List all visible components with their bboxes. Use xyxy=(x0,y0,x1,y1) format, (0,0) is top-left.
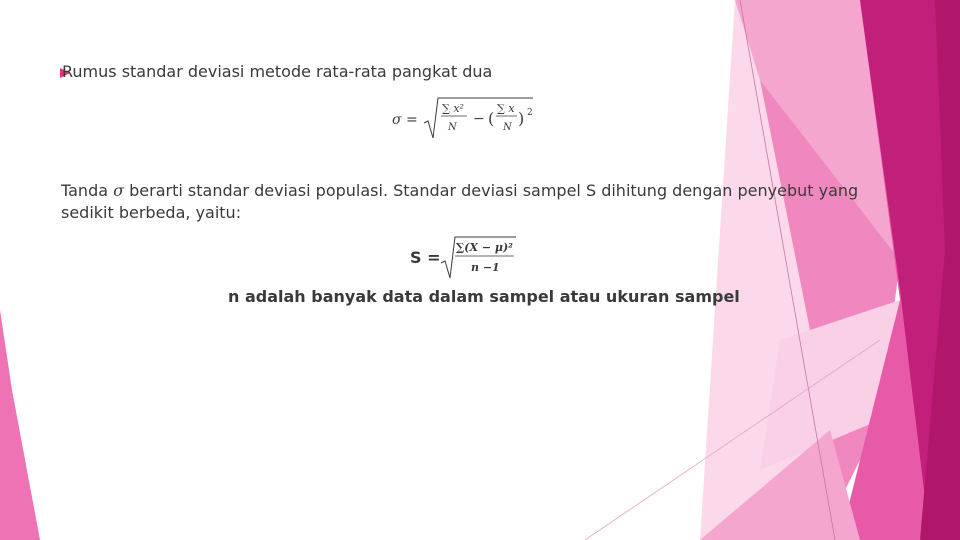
exponent: 2 xyxy=(527,108,533,118)
formula-lhs: σ = xyxy=(392,112,418,128)
close-paren: ) xyxy=(518,109,525,128)
slide-heading: Rumus standar deviasi metode rata-rata pangkat dua xyxy=(62,62,493,81)
sigma-symbol: σ xyxy=(113,181,125,200)
sum2-denominator: N xyxy=(503,122,512,133)
sample-denominator: n −1 xyxy=(471,261,500,274)
formula-sample-lhs: S = xyxy=(410,248,441,267)
explanation-paragraph xyxy=(61,180,871,224)
paragraph-prefix: Tanda xyxy=(61,181,114,200)
sample-numerator: ∑(X − μ)² xyxy=(456,241,513,254)
formula-sample xyxy=(408,234,523,279)
sum2-numerator: ∑ x xyxy=(497,102,515,115)
sum1-denominator: N xyxy=(448,122,457,133)
open-paren: ( xyxy=(488,109,495,128)
sample-size-note: n adalah banyak data dalam sampel atau ukuran sampel xyxy=(228,287,740,306)
formula-population xyxy=(390,95,540,140)
deco-left-shape xyxy=(0,310,40,540)
minus-sign: − xyxy=(473,111,485,127)
sum1-numerator: ∑ x² xyxy=(442,102,464,115)
paragraph-suffix: berarti standar deviasi populasi. Standar deviasi sampel S dihitung dengan penyebut yang sedikit berbeda, yaitu: xyxy=(61,181,859,222)
